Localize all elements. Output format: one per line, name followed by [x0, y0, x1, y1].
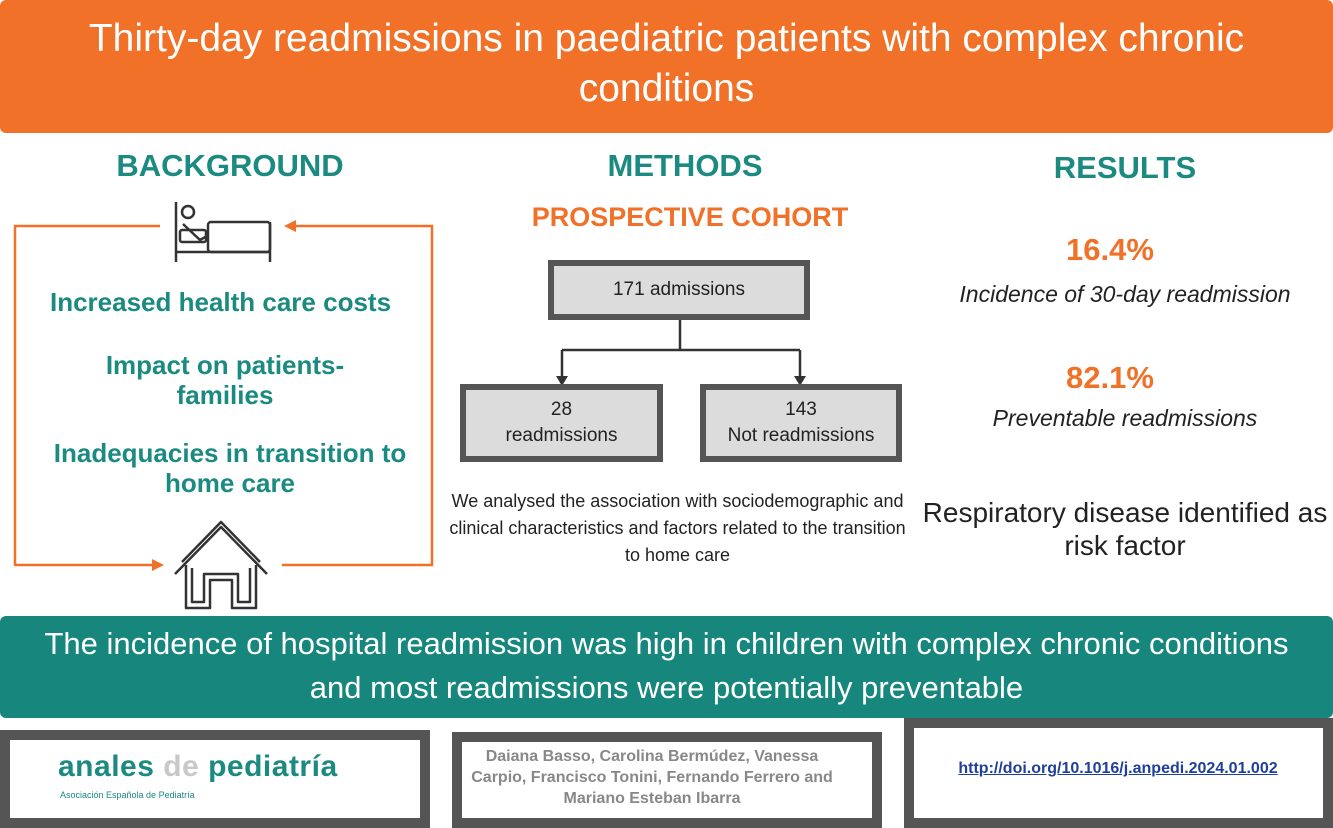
result-value-incidence: 16.4% [1066, 232, 1154, 267]
background-point-impact: Impact on patients-families [105, 350, 345, 410]
methods-subtitle: PROSPECTIVE COHORT [531, 202, 849, 232]
flow-not-readmissions-label: Not readmissions [727, 425, 875, 446]
arrow-to-house [152, 559, 164, 571]
arrow-to-bed [284, 220, 296, 232]
flow-admissions-label: 171 admissions [612, 279, 746, 300]
methods-heading: METHODS [607, 148, 763, 183]
flow-not-readmissions-count: 143 [785, 399, 817, 420]
flow-box-readmissions [460, 384, 663, 462]
hospital-bed-icon [176, 202, 270, 262]
methods-note: We analysed the association with sociodemographic and clinical characteristics and factors related to the transition to home care [449, 491, 906, 565]
result-risk-factor: Respiratory disease identified as risk factor [922, 497, 1328, 561]
flow-readmissions-count: 28 [550, 399, 573, 420]
journal-logo-part1: anales [58, 750, 164, 783]
flow-box-not-readmissions [700, 384, 902, 462]
result-value-preventable: 82.1% [1066, 360, 1154, 395]
journal-logo-part2: de [163, 750, 200, 783]
result-label-preventable: Preventable readmissions [992, 405, 1258, 431]
background-heading: BACKGROUND [116, 148, 344, 183]
house-icon [175, 522, 267, 608]
journal-logo-part3: pediatría [199, 750, 338, 783]
background-point-transition: Inadequacies in transition to home care [53, 438, 407, 498]
result-label-incidence: Incidence of 30-day readmission [959, 281, 1291, 307]
conclusion-text: The incidence of hospital readmission was high in children with complex chronic conditions and most readmissions were potentially preventable [44, 626, 1289, 705]
background-point-costs: Increased health care costs [49, 287, 392, 317]
journal-subtitle: Asociación Española de Pediatría [60, 790, 195, 800]
results-heading: RESULTS [1053, 150, 1197, 185]
authors: Daiana Basso, Carolina Bermúdez, Vanessa Carpio, Francisco Tonini, Fernando Ferrero and Mariano Esteban Ibarra [471, 748, 833, 807]
doi-link[interactable]: http://doi.org/10.1016/j.anpedi.2024.01.002 [958, 760, 1278, 777]
flow-readmissions-label: readmissions [505, 425, 618, 446]
flowchart-connectors [460, 310, 880, 390]
journal-logo [58, 750, 338, 784]
page-title: Thirty-day readmissions in paediatric patients with complex chronic conditions [88, 17, 1245, 110]
